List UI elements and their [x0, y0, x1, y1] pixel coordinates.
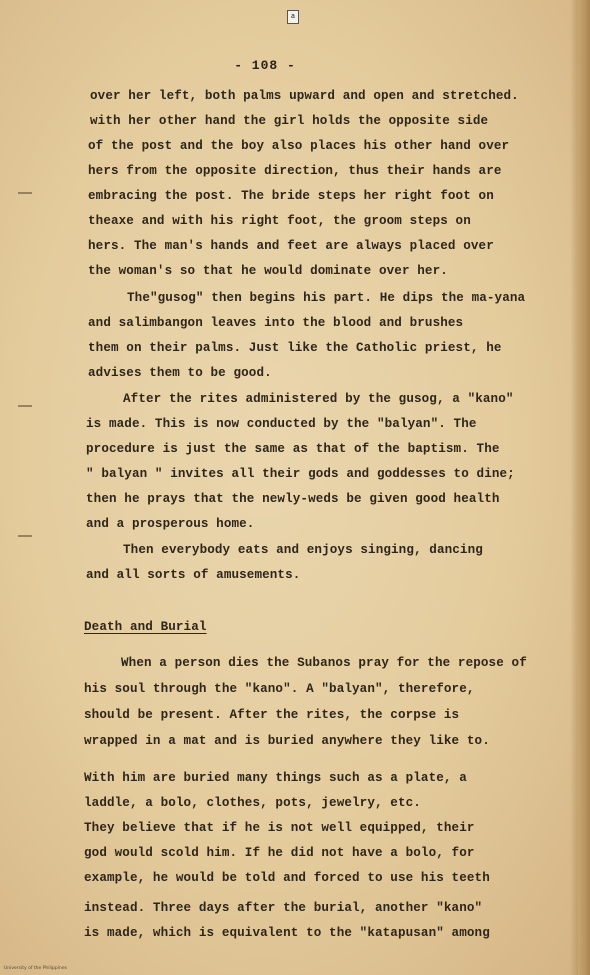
text-line: hers. The man's hands and feet are always placed over — [88, 239, 494, 253]
page-edge — [578, 0, 590, 975]
text-line: laddle, a bolo, clothes, pots, jewelry, etc. — [84, 796, 421, 810]
text-line: over her left, both palms upward and open and stretched. — [90, 89, 519, 103]
page-number: - 108 - — [234, 58, 296, 73]
text-line: should be present. After the rites, the corpse is — [84, 708, 460, 722]
binding-shadow — [570, 0, 578, 975]
text-line: instead. Three days after the burial, another "kano" — [84, 901, 483, 915]
archive-mark: a — [287, 10, 299, 24]
footer-credit: University of the Philippines — [4, 966, 67, 971]
text-line: Then everybody eats and enjoys singing, dancing — [123, 543, 483, 557]
margin-tick — [18, 535, 32, 537]
text-line: When a person dies the Subanos pray for the repose of — [121, 656, 527, 670]
text-line: With him are buried many things such as a plate, a — [84, 771, 467, 785]
margin-tick — [18, 192, 32, 194]
text-line: procedure is just the same as that of the baptism. The — [86, 442, 500, 456]
text-line: After the rites administered by the gusog, a "kano" — [123, 392, 514, 406]
text-line: They believe that if he is not well equipped, their — [84, 821, 475, 835]
text-line: is made, which is equivalent to the "katapusan" among — [84, 926, 490, 940]
text-line: hers from the opposite direction, thus their hands are — [88, 164, 502, 178]
text-line: is made. This is now conducted by the "balyan". The — [86, 417, 477, 431]
text-line: then he prays that the newly-weds be given good health — [86, 492, 500, 506]
text-line: example, he would be told and forced to use his teeth — [84, 871, 490, 885]
text-line: advises them to be good. — [88, 366, 272, 380]
text-line: the woman's so that he would dominate over her. — [88, 264, 448, 278]
text-line: and a prosperous home. — [86, 517, 255, 531]
text-line: and salimbangon leaves into the blood and brushes — [88, 316, 464, 330]
text-line: and all sorts of amusements. — [86, 568, 301, 582]
text-line: theaxe and with his right foot, the groom steps on — [88, 214, 471, 228]
text-line: embracing the post. The bride steps her right foot on — [88, 189, 494, 203]
text-line: wrapped in a mat and is buried anywhere they like to. — [84, 734, 490, 748]
text-line: of the post and the boy also places his other hand over — [88, 139, 510, 153]
text-line: The"gusog" then begins his part. He dips the ma-yana — [127, 291, 526, 305]
text-line: with her other hand the girl holds the opposite side — [90, 114, 489, 128]
text-line: his soul through the "kano". A "balyan", therefore, — [84, 682, 475, 696]
text-line: them on their palms. Just like the Catholic priest, he — [88, 341, 502, 355]
text-line: " balyan " invites all their gods and goddesses to dine; — [86, 467, 515, 481]
text-line: god would scold him. If he did not have a bolo, for — [84, 846, 475, 860]
section-heading: Death and Burial — [84, 620, 207, 634]
margin-tick — [18, 405, 32, 407]
